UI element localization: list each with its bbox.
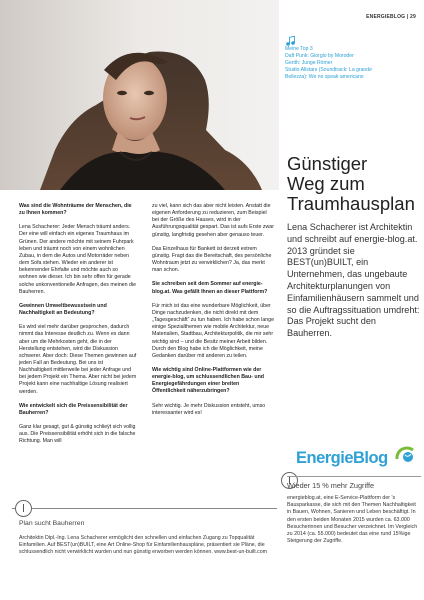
portrait-photo xyxy=(0,0,279,190)
energieblog-subtitle: Wieder 15 % mehr Zugriffe xyxy=(287,481,375,490)
divider xyxy=(287,476,421,477)
interview-question: Wie wichtig sind Online-Plattformen wie der energie-blog, um schlussendlichen Bau- und Energiegefährdungen einer breiten Öffentlichkeit näherzubringen? xyxy=(152,366,265,395)
interview-answer: Sehr wichtig. Je mehr Diskussion entsteht, umso interessanter wird es! xyxy=(152,402,266,416)
interview-question: Gewinnen Umweltbewusstsein und Nachhaltigkeit an Bedeutung? xyxy=(19,302,107,317)
interview-question: Wie entwickelt sich die Preissensibilität der Bauherren? xyxy=(19,402,128,416)
plan-box-title: Plan sucht Bauherren xyxy=(19,520,85,527)
music-item: Daft Punk: Giorgio by Moroder xyxy=(285,53,354,60)
info-marker-icon xyxy=(15,500,32,517)
plan-box-text: Architektin Dipl.-Ing. Lena Schacherer ermöglicht den schnellen und einfachen Zugang zu Topqualität Einfamilien. Auf BEST(un)BUILT, eine Art Online-Shop für Einfamilienhauspläne, präsentiert sie Pläne, die schlussendlich nicht verwirklicht wurden und nun günstig erworben werden können. www.best-un-built.com xyxy=(19,535,268,556)
energieblog-wordmark: EnergieBlog xyxy=(296,449,388,467)
interview-answer: Für mich ist das eine wunderbare Möglichkeit, über Dinge nachzudenken, die nicht direkt mit dem „Tagesgeschäft“ zu tun haben. Ich habe schon lange einige Spezialthemen wie mobile Architektur, neue Materialien, Stadtbau, Architekturpolitik, die mir sehr wichtig sind – und die Besitz meiner Arbeit bilden. Durch den Blog habe ich die Möglichkeit, meine Gedanken darüber mit anderen zu teilen. xyxy=(152,302,275,359)
music-note-icon xyxy=(285,36,295,46)
article-lead: Lena Schacherer ist Architektin und schreibt auf energie-blog.at. 2013 gründet sie BEST(un)BUILT, ein Unternehmen, das ungebaute Architekturplanungen von Einfamilienhäusern sammelt und so die Auftragssituation umdreht: Das Projekt sucht den Bauherren. xyxy=(287,222,420,339)
interview-answer: Ganz klar gesagt, gut & günstig schlieÿt sich vollig aus. Die Preissensibilität erhöht sich in die falsche Richtung. Man will xyxy=(19,424,136,445)
interview-answer: Das Einzelhaus für Bankett ist derzeit extrem günstig. Fragt das die Bereitschaft, des persönliche Wohntraum jetzt zu verwirklichen? Ja, das merkt man schon. xyxy=(152,245,272,274)
interview-answer: Es wird viel mehr darüber gesprochen, dadurch nimmt das Interesse deutlich zu. Wenn es dann aber um die Mehrkosten geht, die in der Herstellung entstehen, wird die Diskussion schwerer. Aber doch: Diese Themen gewinnen auf jeden Fall an Bedeutung. Bei uns ist Nachhaltigkeit mittlerweile bei jeder Anfrage und bei jedem Projekt ein Thema. Aber nicht bei jedem Projekt kann eine nachhaltige Lösung realisiert werden. xyxy=(19,324,137,395)
interview-answer: Lena Schacherer: Jeder Mensch träumt anders. Der eine will einfach ein eigenes Traumhaus im Grünen. Der andere möchte mit seinem Fuhrpark leben und träumt noch von einem wohnlichen Zubau, in dem die Autos und Motorräder neben dem Sofa stehen. Wieder ein anderer ist bekennender Ehrfalte und möchte auch so wohnen wie dieser. Ich bin sehr offen für gerade solche unkonventionelle Anfragen, des meinen die Bauherren. xyxy=(19,224,137,295)
body-column-2 xyxy=(152,203,274,424)
music-item: Studio Allstars (Soundtrack: La grande xyxy=(285,67,372,74)
energieblog-text: energieblog.at, eine E-Service-Plattform der 's Bausparkasse, die sich mit den Themen Nachhaltigkeit in Bauen, Wohnen, Sanieren und Leben beschäftigt. In den ersten beiden Monaten 2015 wurden ca. 63.000 Besucherinnen und Besucher verzeichnet. Im Vergleich zu 2014 (ca. 55.000) bedeutet das eine rund 15%ige Steigerung der Zugriffe. xyxy=(287,495,418,545)
article-headline: Günstiger Weg zum Traumhausplan xyxy=(287,153,415,214)
music-item: Bellezza): We no speak americano xyxy=(285,74,364,81)
interview-question: Sie schreiben seit dem Sommer auf energie-blog.at. Was gefällt Ihnen an dieser Plattform? xyxy=(152,281,268,295)
music-item: Gerith: Junge Römer xyxy=(285,60,333,67)
music-top3 xyxy=(285,46,419,81)
body-column-1 xyxy=(19,203,137,453)
interview-answer: zu viel, kann sich das aber nicht leisten. Anstatt die eigenen Anforderung zu reduzieren, zum Beispiel bei der Größe des Hauses, wird in der Ausführungsqualität gespart. Das ist aufs Erste zwar günstig, langfristig gesehen aber genauso teuer. xyxy=(152,203,274,238)
page-label: ENERGIEBLOG | 29 xyxy=(366,14,416,20)
music-heading: Meine Top 3 xyxy=(285,46,313,52)
interview-question: Was sind die Wohnträume der Menschen, die zu Ihnen kommen? xyxy=(19,203,132,217)
